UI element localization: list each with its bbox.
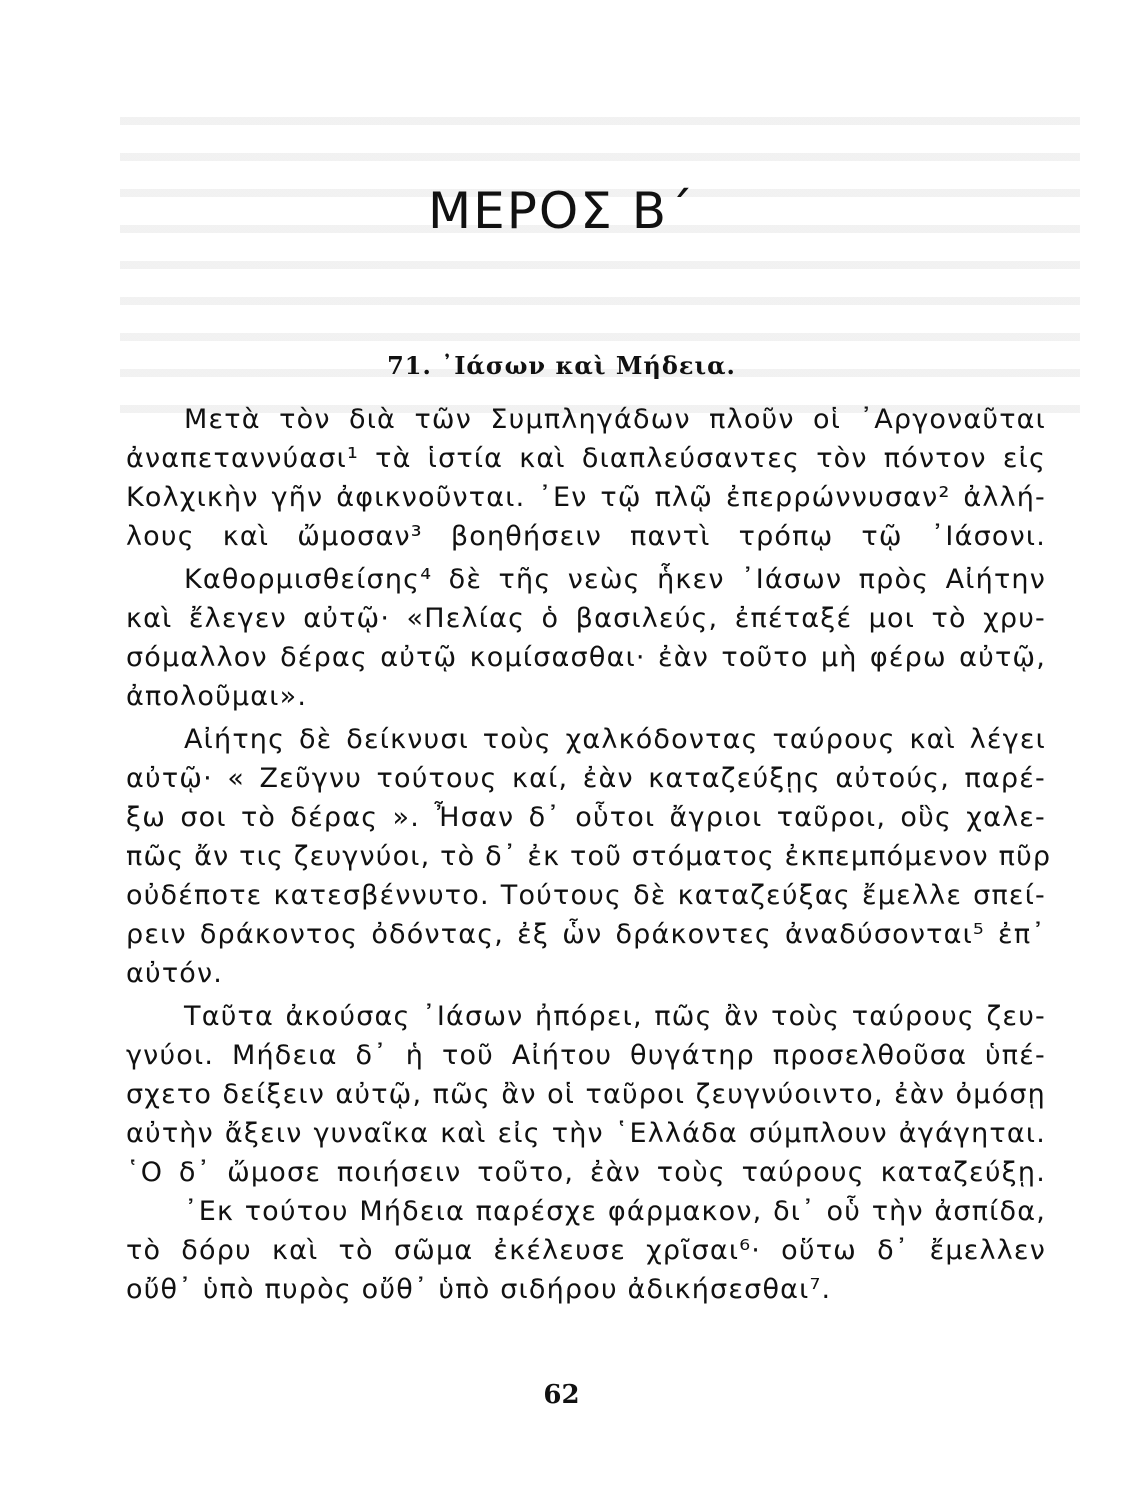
paragraph-2: [126, 560, 1046, 716]
paragraph-1: [126, 400, 1046, 556]
text-line: πῶς ἄν τις ζευγνύοι, τὸ δ᾿ ἐκ τοῦ στόματος ἐκπεμπόμενον πῦρ: [126, 841, 1052, 872]
part-title: ΜΕΡΟΣ Β΄: [427, 182, 696, 240]
text-line: ἀπολοῦμαι».: [126, 681, 308, 712]
text-line: Ταῦτα ἀκούσας ᾿Ιάσων ἠπόρει, πῶς ἂν τοὺς ταύρους ζευ-: [184, 1001, 1046, 1032]
text-line: ξω σοι τὸ δέρας ». Ἦσαν δ᾿ οὗτοι ἄγριοι ταῦροι, οὓς χαλε-: [126, 802, 1046, 833]
text-line: σόμαλλον δέρας αὐτῷ κομίσασθαι· ἐὰν τοῦτο μὴ φέρω αὐτῷ,: [126, 642, 1046, 673]
text-line: Αἰήτης δὲ δείκνυσι τοὺς χαλκόδοντας ταύρους καὶ λέγει: [184, 724, 1046, 755]
text-line: σχετο δείξειν αὐτῷ, πῶς ἂν οἱ ταῦροι ζευγνύοιντο, ἐὰν ὀμόσῃ: [126, 1079, 1046, 1110]
text-line: γνύοι. Μήδεια δ᾿ ἡ τοῦ Αἰήτου θυγάτηρ προσελθοῦσα ὑπέ-: [126, 1040, 1046, 1071]
text-line: καὶ ἔλεγεν αὐτῷ· «Πελίας ὁ βασιλεύς, ἐπέταξέ μοι τὸ χρυ-: [126, 603, 1046, 634]
paragraph-3: [126, 720, 1052, 993]
text-line: Κολχικὴν γῆν ἀφικνοῦνται. ᾿Εν τῷ πλῷ ἐπερρώννυσαν² ἀλλή-: [126, 482, 1046, 513]
text-line: Μετὰ τὸν διὰ τῶν Συμπληγάδων πλοῦν οἱ ᾿Αργοναῦται: [184, 404, 1046, 435]
lesson-title: 71. ᾿Ιάσων καὶ Μήδεια.: [387, 351, 736, 380]
text-line: ἀναπεταννύασι¹ τὰ ἱστία καὶ διαπλεύσαντες τὸν πόντον εἰς: [126, 443, 1046, 474]
text-line: ᾿Εκ τούτου Μήδεια παρέσχε φάρμακον, δι᾿ οὗ τὴν ἀσπίδα,: [184, 1196, 1046, 1227]
text-line: αὐτόν.: [126, 958, 224, 989]
text-line: οὔθ᾿ ὑπὸ πυρὸς οὔθ᾿ ὑπὸ σιδήρου ἀδικήσεσθαι⁷.: [126, 1274, 832, 1305]
text-line: τὸ δόρυ καὶ τὸ σῶμα ἐκέλευσε χρῖσαι⁶· οὕτω δ᾿ ἔμελλεν: [126, 1235, 1046, 1266]
text-line: οὐδέποτε κατεσβέννυτο. Τούτους δὲ καταζεύξας ἔμελλε σπεί-: [126, 880, 1046, 911]
text-line: αὐτῷ· « Ζεῦγνυ τούτους καί, ἐὰν καταζεύξῃς αὐτούς, παρέ-: [126, 763, 1046, 794]
text-line: Καθορμισθείσης⁴ δὲ τῆς νεὼς ἧκεν ᾿Ιάσων πρὸς Αἰήτην: [184, 564, 1046, 595]
text-line: ρειν δράκοντος ὀδόντας, ἐξ ὧν δράκοντες ἀναδύσονται⁵ ἐπ᾿: [126, 919, 1046, 950]
paragraph-5: [126, 1192, 1046, 1309]
text-line: αὐτὴν ἄξειν γυναῖκα καὶ εἰς τὴν ῾Ελλάδα σύμπλουν ἀγάγηται.: [126, 1118, 1046, 1149]
text-line: λους καὶ ὤμοσαν³ βοηθήσειν παντὶ τρόπῳ τῷ ᾿Ιάσονι.: [126, 521, 1046, 552]
text-line: ῾Ο δ᾿ ὤμοσε ποιήσειν τοῦτο, ἐὰν τοὺς ταύρους καταζεύξῃ.: [126, 1157, 1046, 1188]
page-number: 62: [543, 1380, 580, 1410]
paragraph-4: [126, 997, 1046, 1192]
body-text: [126, 400, 1052, 1309]
